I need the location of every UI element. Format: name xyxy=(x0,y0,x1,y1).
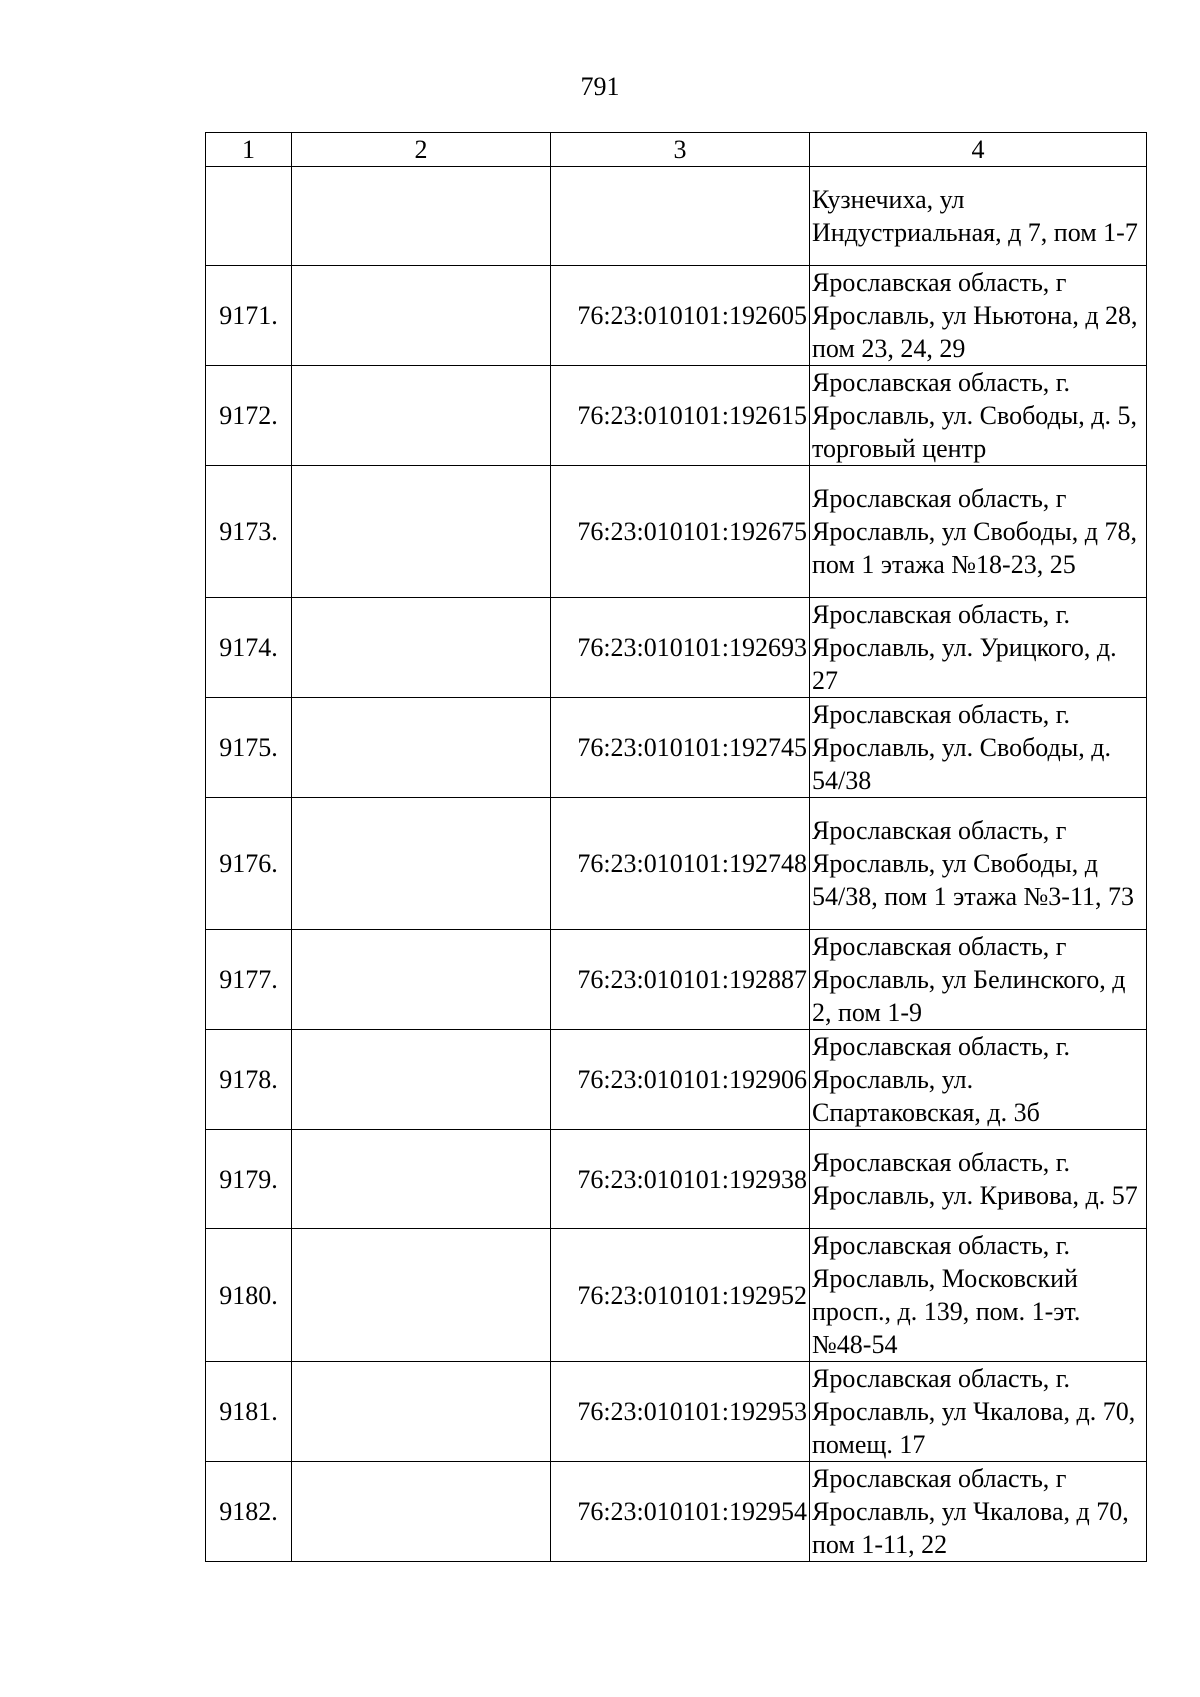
header-col-2: 2 xyxy=(292,133,551,167)
table-row xyxy=(206,1030,1147,1130)
table-row xyxy=(206,466,1147,598)
row-col2-empty xyxy=(292,598,551,698)
row-number: 9174. xyxy=(206,598,292,698)
row-col2-empty xyxy=(292,366,551,466)
table-row xyxy=(206,266,1147,366)
cadastral-number: 76:23:010101:192938 xyxy=(551,1130,810,1229)
header-row xyxy=(206,133,1147,167)
cadastral-number: 76:23:010101:192675 xyxy=(551,466,810,598)
row-col2-empty xyxy=(292,1229,551,1362)
cadastral-number: 76:23:010101:192953 xyxy=(551,1362,810,1462)
row-col2-empty xyxy=(292,1462,551,1562)
table-row xyxy=(206,930,1147,1030)
row-number: 9173. xyxy=(206,466,292,598)
row-number: 9177. xyxy=(206,930,292,1030)
header-col-3: 3 xyxy=(551,133,810,167)
address: Ярославская область, г Ярославль, ул Чкалова, д 70, пом 1-11, 22 xyxy=(810,1462,1147,1562)
table-row xyxy=(206,167,1147,266)
address: Ярославская область, г Ярославль, ул Свободы, д 78, пом 1 этажа №18-23, 25 xyxy=(810,466,1147,598)
cadastral-number: 76:23:010101:192906 xyxy=(551,1030,810,1130)
table-row xyxy=(206,798,1147,930)
row-number: 9172. xyxy=(206,366,292,466)
row-number: 9178. xyxy=(206,1030,292,1130)
row-number xyxy=(206,167,292,266)
cadastral-number: 76:23:010101:192887 xyxy=(551,930,810,1030)
address: Ярославская область, г Ярославль, ул Ньютона, д 28, пом 23, 24, 29 xyxy=(810,266,1147,366)
address: Ярославская область, г. Ярославль, ул. Кривова, д. 57 xyxy=(810,1130,1147,1229)
row-col2-empty xyxy=(292,1030,551,1130)
row-number: 9179. xyxy=(206,1130,292,1229)
address: Ярославская область, г. Ярославль, ул Чкалова, д. 70, помещ. 17 xyxy=(810,1362,1147,1462)
row-number: 9182. xyxy=(206,1462,292,1562)
cadastral-number: 76:23:010101:192615 xyxy=(551,366,810,466)
table-row xyxy=(206,1130,1147,1229)
table-row xyxy=(206,1362,1147,1462)
row-number: 9175. xyxy=(206,698,292,798)
address: Ярославская область, г. Ярославль, ул. Свободы, д. 5, торговый центр xyxy=(810,366,1147,466)
table-row xyxy=(206,698,1147,798)
row-number: 9181. xyxy=(206,1362,292,1462)
page-number: 791 xyxy=(580,72,620,101)
cadastral-number: 76:23:010101:192748 xyxy=(551,798,810,930)
table-row xyxy=(206,1462,1147,1562)
registry-table xyxy=(205,132,1147,1562)
table-row xyxy=(206,1229,1147,1362)
header-col-4: 4 xyxy=(810,133,1147,167)
table-header xyxy=(206,133,1147,167)
row-col2-empty xyxy=(292,266,551,366)
cadastral-number xyxy=(551,167,810,266)
address: Ярославская область, г. Ярославль, Московский просп., д. 139, пом. 1-эт. №48-54 xyxy=(810,1229,1147,1362)
cadastral-number: 76:23:010101:192952 xyxy=(551,1229,810,1362)
address: Ярославская область, г Ярославль, ул Белинского, д 2, пом 1-9 xyxy=(810,930,1147,1030)
address: Ярославская область, г Ярославль, ул Свободы, д 54/38, пом 1 этажа №3-11, 73 xyxy=(810,798,1147,930)
row-number: 9180. xyxy=(206,1229,292,1362)
row-col2-empty xyxy=(292,698,551,798)
row-number: 9171. xyxy=(206,266,292,366)
row-col2-empty xyxy=(292,167,551,266)
row-col2-empty xyxy=(292,1130,551,1229)
table-row xyxy=(206,598,1147,698)
table-body xyxy=(206,167,1147,1562)
row-col2-empty xyxy=(292,466,551,598)
row-col2-empty xyxy=(292,798,551,930)
row-number: 9176. xyxy=(206,798,292,930)
address: Кузнечиха, ул Индустриальная, д 7, пом 1-7 xyxy=(810,167,1147,266)
header-col-1: 1 xyxy=(206,133,292,167)
cadastral-number: 76:23:010101:192693 xyxy=(551,598,810,698)
address: Ярославская область, г. Ярославль, ул. Свободы, д. 54/38 xyxy=(810,698,1147,798)
cadastral-number: 76:23:010101:192745 xyxy=(551,698,810,798)
address: Ярославская область, г. Ярославль, ул. Урицкого, д. 27 xyxy=(810,598,1147,698)
row-col2-empty xyxy=(292,1362,551,1462)
row-col2-empty xyxy=(292,930,551,1030)
cadastral-number: 76:23:010101:192954 xyxy=(551,1462,810,1562)
table-row xyxy=(206,366,1147,466)
cadastral-number: 76:23:010101:192605 xyxy=(551,266,810,366)
address: Ярославская область, г. Ярославль, ул. Спартаковская, д. 3б xyxy=(810,1030,1147,1130)
